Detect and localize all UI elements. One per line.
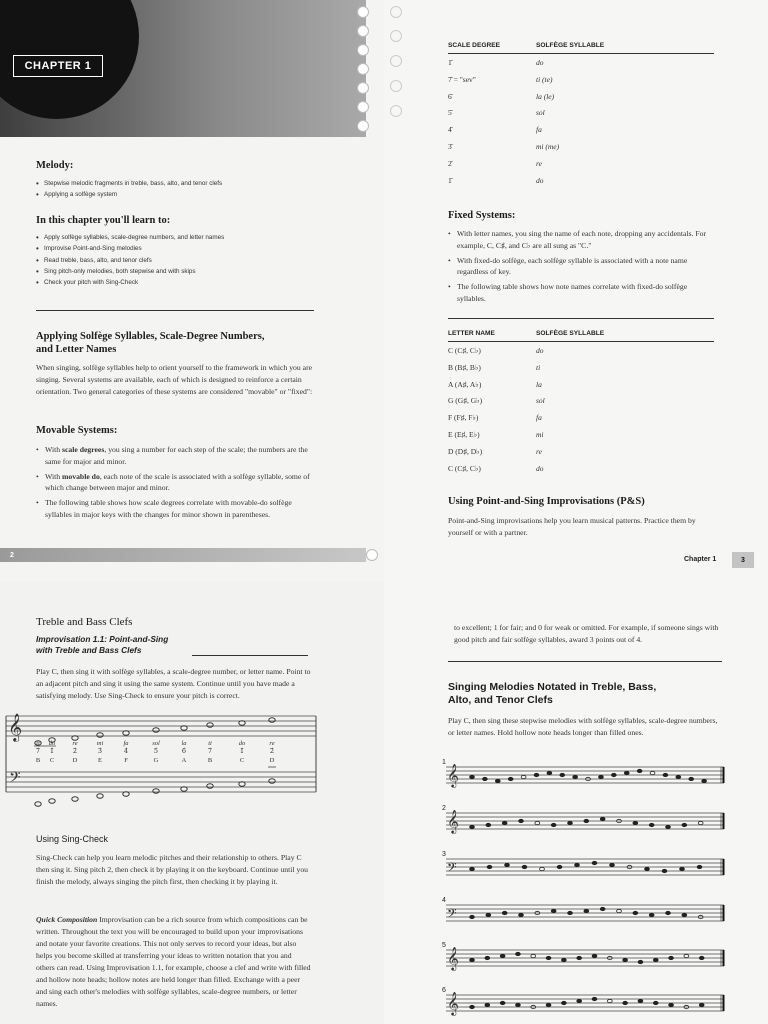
divider xyxy=(448,661,722,662)
applying-heading xyxy=(36,330,264,356)
note-head xyxy=(72,797,78,802)
binding-ring xyxy=(390,30,402,42)
degree-label: 7̂ xyxy=(35,747,41,755)
list-item: • Improvise Point-and-Sing melodies xyxy=(36,245,356,252)
note-head xyxy=(557,865,562,868)
table-row xyxy=(448,346,738,360)
melody-list xyxy=(36,180,356,203)
list-item: • Read treble, bass, alto, and tenor clefs xyxy=(36,257,356,264)
list-item: • With fixed-do solfège, each solfège syllable is associated with a note name regardless of key. xyxy=(448,255,716,278)
note-head xyxy=(633,821,638,824)
note-head xyxy=(482,777,487,780)
list-item: • Stepwise melodic fragments in treble, bass, alto, and tenor clefs xyxy=(36,180,356,187)
note-head xyxy=(470,825,475,828)
letter-label: D xyxy=(72,757,78,764)
note-head xyxy=(568,911,573,914)
page-right-bottom xyxy=(384,582,768,1024)
note-head xyxy=(502,821,507,824)
note-head xyxy=(592,861,597,864)
degree-label: 2̂ xyxy=(72,747,78,755)
table-row xyxy=(448,363,738,377)
table-cell: fa xyxy=(536,125,542,135)
note-head xyxy=(669,1003,674,1006)
note-head xyxy=(680,867,685,870)
note-head xyxy=(516,952,521,955)
note-head xyxy=(551,909,556,912)
degree-label: 1̂ xyxy=(239,747,245,755)
table-header: SOLFÈGE SYLLABLE xyxy=(536,42,605,49)
note-head xyxy=(649,823,654,826)
solfege-label: mi xyxy=(96,740,104,747)
improv-body: Play C, then sing it with solfège syllables, a scale-degree number, or letter name. Point to an adjacent pitch and sing it using the same system. Continue until you have made a satisfying melody. Use Sing-Check to ensure your pitch is correct. xyxy=(36,667,311,700)
table-row xyxy=(448,447,738,461)
table-cell: ti xyxy=(536,362,541,372)
note-head xyxy=(702,779,707,782)
note-head xyxy=(487,865,492,868)
table-cell: do xyxy=(536,346,544,355)
letter-label: E xyxy=(98,757,102,764)
note-head xyxy=(638,999,643,1002)
learn-heading: In this chapter you'll learn to: xyxy=(36,215,171,226)
binding-ring xyxy=(357,82,369,94)
chapter-banner xyxy=(0,0,366,137)
table-cell: 7̂ = "sev" xyxy=(448,74,476,84)
note-head xyxy=(470,958,475,961)
note-head xyxy=(600,817,605,820)
note-head xyxy=(669,956,674,959)
table-cell: do xyxy=(536,58,544,67)
table-cell: C (C♯, C♭) xyxy=(448,346,481,355)
melody-heading: Melody: xyxy=(36,160,74,171)
note-head xyxy=(519,819,524,822)
degree-label: 7̂ xyxy=(207,747,213,755)
note-head xyxy=(470,775,475,778)
table-cell: 6̂ xyxy=(448,91,452,101)
melody-staves xyxy=(442,757,732,1024)
note-head xyxy=(495,779,500,782)
table-cell: F (F♯, F♭) xyxy=(448,413,479,423)
pns-heading: Using Point-and-Sing Improvisations (P&S) xyxy=(448,496,645,507)
table-cell: sol xyxy=(536,108,545,118)
note-head xyxy=(573,775,578,778)
table-row xyxy=(448,92,738,106)
note-head xyxy=(624,771,629,774)
solfege-label: ti xyxy=(208,740,212,747)
heading-line: and Letter Names xyxy=(36,344,117,355)
folio-number: 3 xyxy=(732,552,754,568)
note-head xyxy=(638,960,643,963)
solfege-label: re xyxy=(269,740,275,747)
note-head xyxy=(531,954,536,957)
note-head xyxy=(662,869,667,872)
note-head xyxy=(519,913,524,916)
note-head xyxy=(653,1001,658,1004)
divider xyxy=(448,341,714,342)
note-head xyxy=(485,1003,490,1006)
note-head xyxy=(610,863,615,866)
note-head xyxy=(535,821,540,824)
table-cell: la xyxy=(536,379,542,389)
letter-label: F xyxy=(124,757,128,764)
note-head xyxy=(153,789,159,794)
note-head xyxy=(592,997,597,1000)
table-row xyxy=(448,413,738,427)
binding-ring xyxy=(390,6,402,18)
note-head xyxy=(666,825,671,828)
table-cell: B (B♯, B♭) xyxy=(448,362,481,372)
list-item: • Apply solfège syllables, scale-degree numbers, and letter names xyxy=(36,234,356,241)
note-head xyxy=(633,911,638,914)
table-cell: fa xyxy=(536,413,542,423)
note-head xyxy=(607,999,612,1002)
table-cell: la (le) xyxy=(536,91,555,101)
letter-label: C xyxy=(49,757,55,764)
scoring-body: to excellent; 1 for fair; and 0 for weak or omitted. For example, if someone sings with good pitch and fair solfège syllables, award 3 points out of 4. xyxy=(454,623,719,644)
binding-ring xyxy=(390,105,402,117)
table-cell: do xyxy=(536,463,544,473)
treble-clef-icon: 𝄞 xyxy=(447,946,459,970)
binding-ring xyxy=(357,63,369,75)
table-cell: 1̂ xyxy=(448,175,452,185)
folio-number: 2 xyxy=(10,551,14,559)
note-head xyxy=(49,799,55,804)
list-item: • With scale degrees, you sing a number for each step of the scale; the numbers are the same for major and minor. xyxy=(36,444,318,467)
heading-line: Applying Solfège Syllables, Scale-Degree Numbers, xyxy=(36,331,265,342)
table-cell: re xyxy=(536,158,542,168)
note-head xyxy=(584,909,589,912)
note-head xyxy=(650,771,655,774)
letter-label: C xyxy=(239,757,245,764)
note-head xyxy=(623,1001,628,1004)
table-row xyxy=(448,396,738,410)
note-head xyxy=(649,913,654,916)
applying-body: When singing, solfège syllables help to orient yourself to the framework in which you are singing. Several systems are available, each of which is designed to reinforce a certain orientation. Two general categories of these systems are considered "movable" or "fixed": xyxy=(36,363,313,396)
note-head xyxy=(568,821,573,824)
letter-label: D xyxy=(269,757,275,764)
table-cell: G (G♯, G♭) xyxy=(448,396,483,406)
note-head xyxy=(592,954,597,957)
note-head xyxy=(486,823,491,826)
list-item: • Check your pitch with Sing-Check xyxy=(36,279,356,286)
note-head xyxy=(653,958,658,961)
note-head xyxy=(623,958,628,961)
divider xyxy=(448,53,714,54)
note-head xyxy=(561,958,566,961)
section-heading: Treble and Bass Clefs xyxy=(36,616,133,628)
heading-line: Alto, and Tenor Clefs xyxy=(448,694,553,706)
melody-number: 4 xyxy=(442,897,446,904)
table-row xyxy=(448,176,738,190)
note-head xyxy=(502,911,507,914)
table-cell: mi (me) xyxy=(536,142,560,151)
note-head xyxy=(470,867,475,870)
title-line: Improvisation 1.1: Point-and-Sing xyxy=(36,634,169,644)
note-head xyxy=(207,784,213,789)
footer-chapter-label: Chapter 1 xyxy=(684,556,717,563)
page-3-right-top xyxy=(384,0,768,582)
table-row xyxy=(448,108,738,122)
solfege-label: ti xyxy=(36,740,40,747)
pns-body: Point-and-Sing improvisations help you learn musical patterns. Practice them by yourself or with a partner. xyxy=(448,516,696,537)
singcheck-body: Sing-Check can help you learn melodic pitches and their relationship to others. Play C then sing it. Sing pitch 2, then check it by playing it on the keyboard. Continue until you finish the melody, always singing the pitch first, then checking it by playing it. xyxy=(36,853,309,886)
note-head xyxy=(575,863,580,866)
note-head xyxy=(508,777,513,780)
binding-ring xyxy=(357,44,369,56)
note-head xyxy=(500,954,505,957)
note-head xyxy=(485,956,490,959)
degree-label: 3̂ xyxy=(97,747,103,755)
melodies-heading xyxy=(448,681,656,707)
note-head xyxy=(560,773,565,776)
note-head xyxy=(637,769,642,772)
binding-ring xyxy=(357,101,369,113)
table-cell: E (E♯, E♭) xyxy=(448,430,480,439)
degree-label: 6̂ xyxy=(181,747,187,755)
letter-label: G xyxy=(153,757,159,764)
note-head xyxy=(684,954,689,957)
fixed-heading: Fixed Systems: xyxy=(448,210,516,221)
degree-label: 1̂ xyxy=(49,747,55,755)
solfege-label: sol xyxy=(152,740,160,747)
solfege-label: re xyxy=(72,740,78,747)
note-head xyxy=(470,915,475,918)
letter-label: A xyxy=(181,757,187,764)
movable-list xyxy=(36,444,318,524)
degree-label: 4̂ xyxy=(123,747,129,755)
melody-number: 1 xyxy=(442,759,446,766)
chapter-label: CHAPTER 1 xyxy=(13,55,103,77)
table-row xyxy=(448,464,738,478)
table-header: SCALE DEGREE xyxy=(448,42,501,49)
note-head xyxy=(682,913,687,916)
note-head xyxy=(584,819,589,822)
melody-number: 6 xyxy=(442,987,446,994)
note-head xyxy=(486,913,491,916)
note-head xyxy=(698,821,703,824)
note-head xyxy=(697,865,702,868)
note-head xyxy=(97,733,103,738)
table-cell: ti (te) xyxy=(536,74,553,84)
table-row xyxy=(448,430,738,444)
table-cell: mi xyxy=(536,430,544,439)
solfege-label: do xyxy=(48,740,56,747)
treble-clef-icon: 𝄞 xyxy=(447,991,459,1015)
note-head xyxy=(699,1003,704,1006)
degree-label: 2̂ xyxy=(269,747,275,755)
bass-clef-icon: 𝄢 xyxy=(447,860,457,878)
list-item: • The following table shows how scale degrees correlate with movable-do solfège syllables in major keys with the changes for minor shown in parentheses. xyxy=(36,497,318,520)
binding-ring xyxy=(357,25,369,37)
binding-ring xyxy=(357,120,369,132)
list-item: • Applying a solfège system xyxy=(36,191,356,198)
treble-clef-icon: 𝄞 xyxy=(447,809,459,833)
binding-ring xyxy=(390,80,402,92)
movable-heading: Movable Systems: xyxy=(36,425,118,436)
note-head xyxy=(599,775,604,778)
table-row xyxy=(448,125,738,139)
solfege-label: la xyxy=(181,740,187,747)
note-head xyxy=(689,777,694,780)
melodies-body: Play C, then sing these stepwise melodies with solfège syllables, scale-degree numbers, or letter names. Hold hollow note heads longer than filled ones. xyxy=(448,716,718,737)
note-head xyxy=(561,1001,566,1004)
note-head xyxy=(547,771,552,774)
divider xyxy=(448,318,714,319)
note-head xyxy=(522,865,527,868)
table-cell: D (D♯, D♭) xyxy=(448,446,483,456)
table-cell: re xyxy=(536,446,542,456)
note-head xyxy=(577,956,582,959)
binding-ring xyxy=(390,55,402,67)
note-head xyxy=(153,728,159,733)
note-head xyxy=(505,863,510,866)
table-cell: sol xyxy=(536,396,545,406)
treble-clef-icon: 𝄞 xyxy=(447,763,459,787)
table-cell: 4̂ xyxy=(448,125,452,135)
footer-bar xyxy=(0,548,366,562)
note-head xyxy=(534,773,539,776)
table-cell: 2̂ xyxy=(448,158,452,168)
divider xyxy=(192,655,308,656)
title-line: with Treble and Bass Clefs xyxy=(36,645,142,655)
page-2-left-top xyxy=(0,0,384,582)
note-head xyxy=(521,775,526,778)
table-row xyxy=(448,58,738,72)
list-item: • The following table shows how note names correlate with fixed-do solfège syllables. xyxy=(448,281,716,304)
note-head xyxy=(577,999,582,1002)
fixed-list xyxy=(448,228,716,308)
binding-ring xyxy=(366,549,378,561)
table-cell: do xyxy=(536,175,544,185)
letter-label: B xyxy=(35,757,41,764)
melody-number: 5 xyxy=(442,942,446,949)
note-head xyxy=(269,779,275,784)
melody-number: 2 xyxy=(442,805,446,812)
heading-line: Singing Melodies Notated in Treble, Bass, xyxy=(448,681,657,693)
table-row xyxy=(448,159,738,173)
note-head xyxy=(540,867,545,870)
note-head xyxy=(551,823,556,826)
table-cell: 3̂ xyxy=(448,142,452,151)
note-head xyxy=(269,718,275,723)
note-head xyxy=(666,911,671,914)
note-head xyxy=(546,956,551,959)
list-item: • With letter names, you sing the name of each note, dropping any accidentals. For example, C, C♯, and C♭ are all sung as "C." xyxy=(448,228,716,251)
bass-clef-icon: 𝄢 xyxy=(447,906,457,924)
note-head xyxy=(611,773,616,776)
table-row xyxy=(448,75,738,89)
table-cell: 5̂ xyxy=(448,108,452,118)
table-cell: 1̂ xyxy=(448,58,452,67)
table-cell: A (A♯, A♭) xyxy=(448,379,482,389)
note-head xyxy=(682,823,687,826)
solfege-label: do xyxy=(238,740,246,747)
binding-ring xyxy=(357,6,369,18)
page-left-bottom xyxy=(0,582,384,1024)
note-head xyxy=(470,1005,475,1008)
quick-label: Quick Composition xyxy=(36,915,98,924)
table-cell: C (C♯, C♭) xyxy=(448,463,481,473)
note-head xyxy=(35,802,41,807)
letter-name-table xyxy=(448,330,748,480)
note-head xyxy=(516,1003,521,1006)
table-row xyxy=(448,380,738,394)
singcheck-heading: Using Sing-Check xyxy=(36,834,109,844)
list-item: • Sing pitch-only melodies, both stepwise and with skips xyxy=(36,268,356,275)
note-head xyxy=(97,794,103,799)
scale-degree-table xyxy=(448,42,748,202)
learn-list xyxy=(36,234,356,290)
note-head xyxy=(699,956,704,959)
quick-composition-body: Quick Composition Improvisation can be a rich source from which compositions can be written. Throughout the text you will be encouraged to build upon your improvisations and notate your favorite creations. This not only serves to record your ideas, but also helps you become skilled at transferring your ideas to written notation that you and others can read. Using Improvisation 1.1, for example, choose a clef and write with filled and hollow note heads; hollow notes are held longer than filled. Exchange with a peer and sing each other's melodies with solfège syllables, scale-degree numbers, or letter names. xyxy=(36,915,311,1008)
note-head xyxy=(207,723,213,728)
melody-number: 3 xyxy=(442,851,446,858)
table-header: SOLFÈGE SYLLABLE xyxy=(536,330,605,337)
treble-clef-icon: 𝄞 xyxy=(8,713,23,741)
table-row xyxy=(448,142,738,156)
note-head xyxy=(600,907,605,910)
list-item: • With movable do, each note of the scale is associated with a solfège syllable, some of which change between major and minor. xyxy=(36,471,318,494)
note-head xyxy=(500,1001,505,1004)
note-head xyxy=(617,909,622,912)
bass-clef-icon: 𝄢 xyxy=(9,769,21,790)
note-head xyxy=(676,775,681,778)
note-head xyxy=(645,867,650,870)
improv-title xyxy=(36,634,168,656)
divider xyxy=(36,310,314,311)
table-header: LETTER NAME xyxy=(448,330,495,337)
note-head xyxy=(546,1003,551,1006)
letter-label: B xyxy=(207,757,213,764)
degree-label: 5̂ xyxy=(153,747,159,755)
grand-staff xyxy=(0,710,320,816)
solfege-label: fa xyxy=(123,740,129,747)
note-head xyxy=(663,773,668,776)
